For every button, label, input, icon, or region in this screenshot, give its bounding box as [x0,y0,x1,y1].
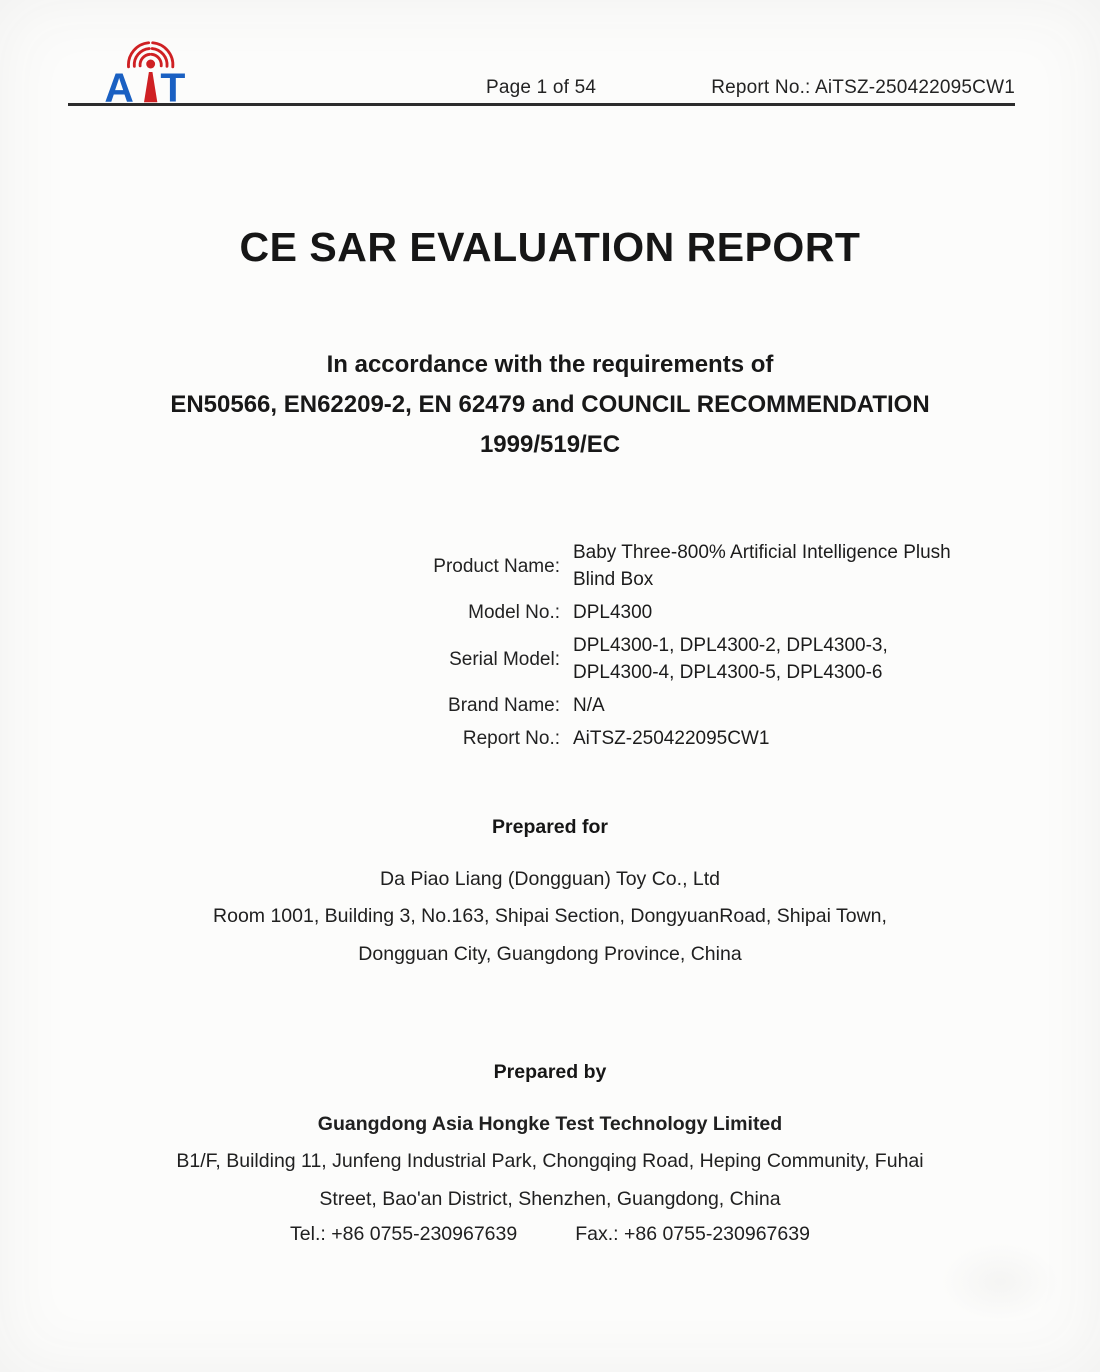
prepared-for-heading: Prepared for [492,816,608,838]
product-info-table [348,539,1100,752]
product-info-value-line: Baby Three-800% Artificial Intelligence Plush [573,542,951,563]
product-info-value-line: DPL4300-1, DPL4300-2, DPL4300-3, [573,635,888,656]
product-info-row [348,632,1100,686]
applicant-address-line-1: Room 1001, Building 3, No.163, Shipai Section, DongyuanRoad, Shipai Town, [213,905,887,927]
lab-address-line-2: Street, Bao'an District, Shenzhen, Guangdong, China [319,1188,781,1210]
product-info-row [348,539,1100,593]
product-info-value [573,692,605,719]
header-report-number: Report No.: AiTSZ-250422095CW1 [711,77,1015,98]
scan-artifact [940,1242,1060,1322]
product-info-value-line: DPL4300 [573,602,653,623]
product-info-value [573,539,951,593]
ait-logo-icon [98,40,198,104]
logo-antenna-cone [144,72,157,102]
standards-line-1: In accordance with the requirements of [326,351,774,378]
logo-letter-t: T [160,64,186,104]
applicant-address-line-2: Dongguan City, Guangdong Province, China [358,943,742,965]
product-info-row [348,725,1100,752]
ait-logo [98,40,198,104]
product-info-row [348,599,1100,626]
lab-company-name: Guangdong Asia Hongke Test Technology Limited [317,1113,783,1135]
product-info-label: Brand Name: [448,695,560,716]
product-info-label: Serial Model: [449,648,560,670]
lab-telephone: Tel.: +86 0755-230967639 [290,1223,518,1245]
standards-subtitle [0,345,1100,465]
product-info-label: Report No.: [462,728,560,749]
product-info-label: Product Name: [433,555,560,577]
page-header [68,0,1015,106]
report-title: CE SAR EVALUATION REPORT [239,224,861,270]
prepared-for-section [0,816,1100,967]
product-info-row [348,692,1100,719]
lab-fax: Fax.: +86 0755-230967639 [575,1223,810,1245]
prepared-by-heading: Prepared by [493,1061,607,1083]
product-info-value [573,725,769,752]
product-info-value [573,599,652,626]
logo-letter-a: A [104,64,134,104]
product-info-value-line: DPL4300-4, DPL4300-5, DPL4300-6 [573,662,883,683]
product-info-value [573,632,888,686]
standards-line-3: 1999/519/EC [479,431,621,458]
prepared-by-section [0,1061,1100,1246]
product-info-label: Model No.: [468,602,560,623]
product-info-value-line: N/A [573,695,605,716]
product-info-value-line: Blind Box [573,569,654,590]
lab-address-line-1: B1/F, Building 11, Junfeng Industrial Park, Chongqing Road, Heping Community, Fuhai [176,1150,924,1172]
product-info-value-line: AiTSZ-250422095CW1 [573,728,770,749]
logo-antenna-dot [146,60,155,69]
lab-contact-row [0,1223,1100,1246]
standards-line-2: EN50566, EN62209-2, EN 62479 and COUNCIL RECOMMENDATION [170,391,930,418]
page-number-label: Page 1 of 54 [486,77,597,98]
applicant-company-name: Da Piao Liang (Dongguan) Toy Co., Ltd [379,868,721,890]
